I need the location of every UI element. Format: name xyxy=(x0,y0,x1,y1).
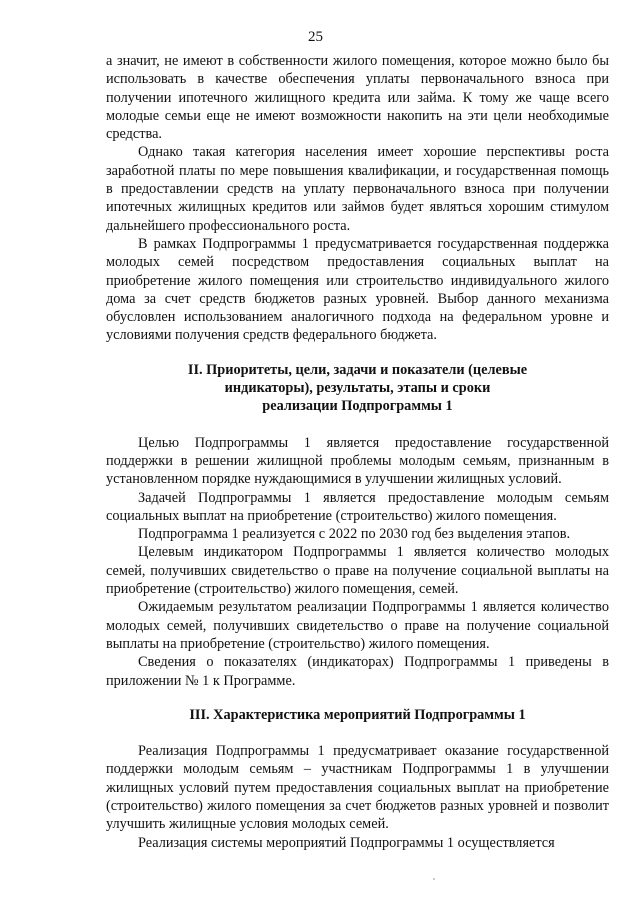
paragraph: Реализация системы мероприятий Подпрограммы 1 осуществляется xyxy=(138,834,555,851)
page-number: 25 xyxy=(308,29,323,45)
paragraph: Сведения о показателях (индикаторах) Подпрограммы 1 приведены в приложении № 1 к Программе. xyxy=(106,654,609,689)
paragraph: Однако такая категория населения имеет хорошие перспективы роста заработной платы по мере повышения квалификации, и государственная помощь в предоставлении средств на уплату первоначального взноса при получении ипотечных жилищных кредитов или займов будет являться хорошим стимулом дальнейшего профессионального роста. xyxy=(106,144,609,234)
heading-line: индикаторы), результаты, этапы и сроки xyxy=(224,380,491,397)
document-body xyxy=(106,52,609,852)
heading-line: II. Приоритеты, цели, задачи и показатели (целевые xyxy=(187,361,528,378)
paragraph: Целевым индикатором Подпрограммы 1 является количество молодых семей, получивших свидетельство о праве на получение социальной выплаты на приобретение (строительство) жилого помещения, семей. xyxy=(106,544,609,598)
paragraph: Задачей Подпрограммы 1 является предоставление молодым семьям социальных выплат на приобретение (строительство) жилого помещения. xyxy=(106,489,609,524)
scan-artifact xyxy=(433,878,435,880)
section-heading-2 xyxy=(106,361,609,416)
paragraph: Целью Подпрограммы 1 является предоставление государственной поддержки в решении жилищной проблемы молодым семьям, признанным в установленном порядке нуждающимися в улучшении жилищных условий. xyxy=(106,434,609,488)
section-heading-3: III. Характеристика мероприятий Подпрограммы 1 xyxy=(189,706,526,723)
section-2-body xyxy=(106,434,609,690)
heading-line: реализации Подпрограммы 1 xyxy=(262,398,453,415)
section-3-body xyxy=(106,742,609,852)
paragraph: Подпрограмма 1 реализуется с 2022 по 2030 год без выделения этапов. xyxy=(138,526,571,543)
paragraph: Реализация Подпрограммы 1 предусматривает оказание государственной поддержки молодым семьям – участникам Подпрограммы 1 в улучшении жилищных условий путем предоставления социальных выплат на приобретение (строительство) жилого помещения за счет бюджетов разных уровней и позволит улучшить жилищные условия молодых семей. xyxy=(106,743,609,833)
paragraph: Ожидаемым результатом реализации Подпрограммы 1 является количество молодых семей, получивших свидетельство о праве на получение социальной выплаты на приобретение (строительство) жилого помещения. xyxy=(106,599,609,652)
paragraph: а значит, не имеют в собственности жилого помещения, которое можно было бы использовать в качестве обеспечения уплаты первоначального взноса при получении ипотечного жилищного кредита или займа. К тому же чаще всего молодые семьи еще не имеют возможности накопить на эти цели необходимые средства. xyxy=(106,53,609,143)
paragraph: В рамках Подпрограммы 1 предусматривается государственная поддержка молодых семей посредством предоставления социальных выплат на приобретение жилого помещения или строительство индивидуального жилого дома за счет средств бюджетов разных уровней. Выбор данного механизма обусловлен использованием аналогичного подхода на федеральном уровне и условиями получения средств федерального бюджета. xyxy=(106,235,609,344)
